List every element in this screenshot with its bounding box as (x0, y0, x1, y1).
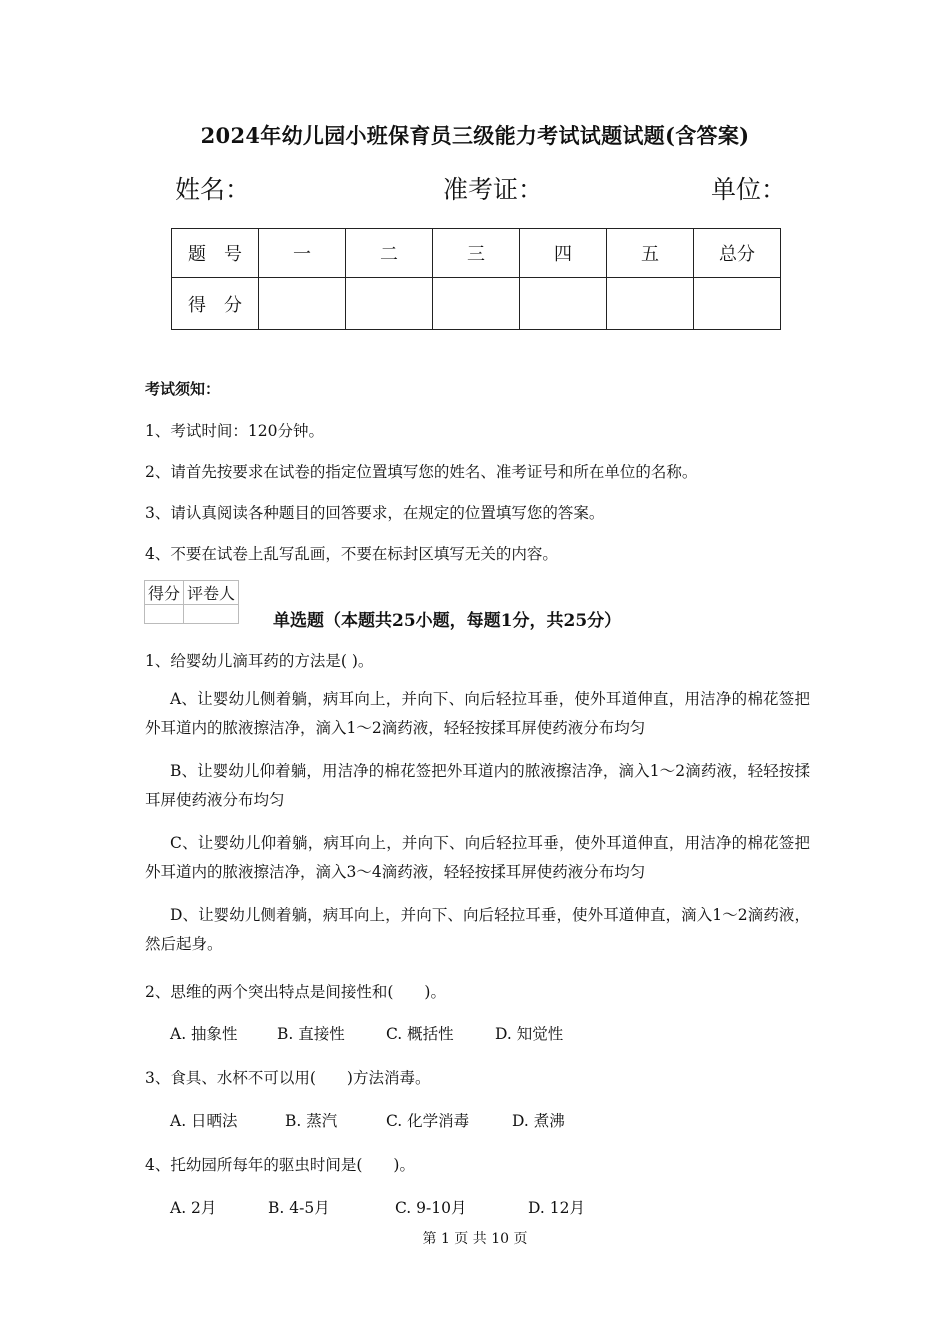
grader-score-cell[interactable] (145, 605, 184, 624)
score-table-cell: 题 号 (172, 229, 259, 278)
score-table-cell: 三 (433, 229, 520, 278)
score-table-cell: 四 (520, 229, 607, 278)
question-stem: 2、思维的两个突出特点是间接性和( )。 (145, 983, 446, 1001)
score-table-cell: 总分 (694, 229, 781, 278)
notice-item: 3、请认真阅读各种题目的回答要求，在规定的位置填写您的答案。 (145, 504, 605, 522)
question-option: D. 12月 (528, 1199, 585, 1217)
question-option: D. 煮沸 (512, 1112, 565, 1130)
grader-name-cell[interactable] (184, 605, 239, 624)
question-stem: 3、食具、水杯不可以用( )方法消毒。 (145, 1069, 431, 1087)
grader-box (144, 580, 239, 624)
score-input-cell[interactable] (607, 278, 694, 330)
question-option: B、让婴幼儿仰着躺，用洁净的棉花签把外耳道内的脓液擦洁净，滴入1～2滴药液，轻轻按揉耳屏使药液分布均匀 (145, 762, 810, 809)
score-input-cell[interactable] (259, 278, 346, 330)
score-input-cell[interactable] (346, 278, 433, 330)
score-table-cell: 二 (346, 229, 433, 278)
unit-field-label: 单位： (711, 175, 787, 204)
grader-score-label: 得分 (145, 581, 184, 605)
grader-name-label: 评卷人 (184, 581, 239, 605)
question-option: C. 9-10月 (395, 1199, 467, 1217)
question-option: D. 知觉性 (495, 1025, 564, 1043)
score-table-header-row (172, 229, 781, 278)
score-input-cell[interactable] (520, 278, 607, 330)
score-input-cell[interactable] (433, 278, 520, 330)
score-table-cell: 得 分 (172, 278, 259, 330)
score-table-score-row (172, 278, 781, 330)
question-option: B. 蒸汽 (285, 1112, 338, 1130)
question-option: A、让婴幼儿侧着躺，病耳向上，并向下、向后轻拉耳垂，使外耳道伸直，用洁净的棉花签把外耳道内的脓液擦洁净，滴入1～2滴药液，轻轻按揉耳屏使药液分布均匀 (145, 690, 810, 737)
question-option: C. 概括性 (386, 1025, 454, 1043)
section-heading: 单选题（本题共25小题，每题1分，共25分） (273, 611, 622, 631)
question-option: B. 直接性 (277, 1025, 345, 1043)
question-option: A. 2月 (170, 1199, 217, 1217)
score-table-cell: 一 (259, 229, 346, 278)
question-option: B. 4-5月 (268, 1199, 330, 1217)
score-table (171, 228, 781, 330)
question-stem: 4、托幼园所每年的驱虫时间是( )。 (145, 1156, 415, 1174)
question-option: C. 化学消毒 (386, 1112, 470, 1130)
ticket-field-label: 准考证： (443, 175, 544, 204)
score-table-cell: 五 (607, 229, 694, 278)
notice-title: 考试须知： (145, 380, 221, 398)
score-input-cell[interactable] (694, 278, 781, 330)
question-option: C、让婴幼儿仰着躺，病耳向上，并向下、向后轻拉耳垂，使外耳道伸直，用洁净的棉花签把外耳道内的脓液擦洁净，滴入3～4滴药液，轻轻按揉耳屏使药液分布均匀 (145, 834, 810, 881)
notice-item: 1、考试时间：120分钟。 (145, 422, 324, 440)
notice-item: 4、不要在试卷上乱写乱画，不要在标封区填写无关的内容。 (145, 545, 558, 563)
question-stem: 1、给婴幼儿滴耳药的方法是( )。 (145, 652, 374, 670)
question-option: A. 日晒法 (170, 1112, 238, 1130)
page-footer: 第 1 页 共 10 页 (422, 1231, 528, 1247)
name-field-label: 姓名： (175, 175, 251, 204)
question-option: D、让婴幼儿侧着躺，病耳向上，并向下、向后轻拉耳垂，使外耳道伸直，滴入1～2滴药液，然后起身。 (145, 906, 810, 953)
question-option: A. 抽象性 (170, 1025, 238, 1043)
page-title: 2024年幼儿园小班保育员三级能力考试试题试题(含答案) (200, 123, 750, 148)
notice-item: 2、请首先按要求在试卷的指定位置填写您的姓名、准考证号和所在单位的名称。 (145, 463, 698, 481)
